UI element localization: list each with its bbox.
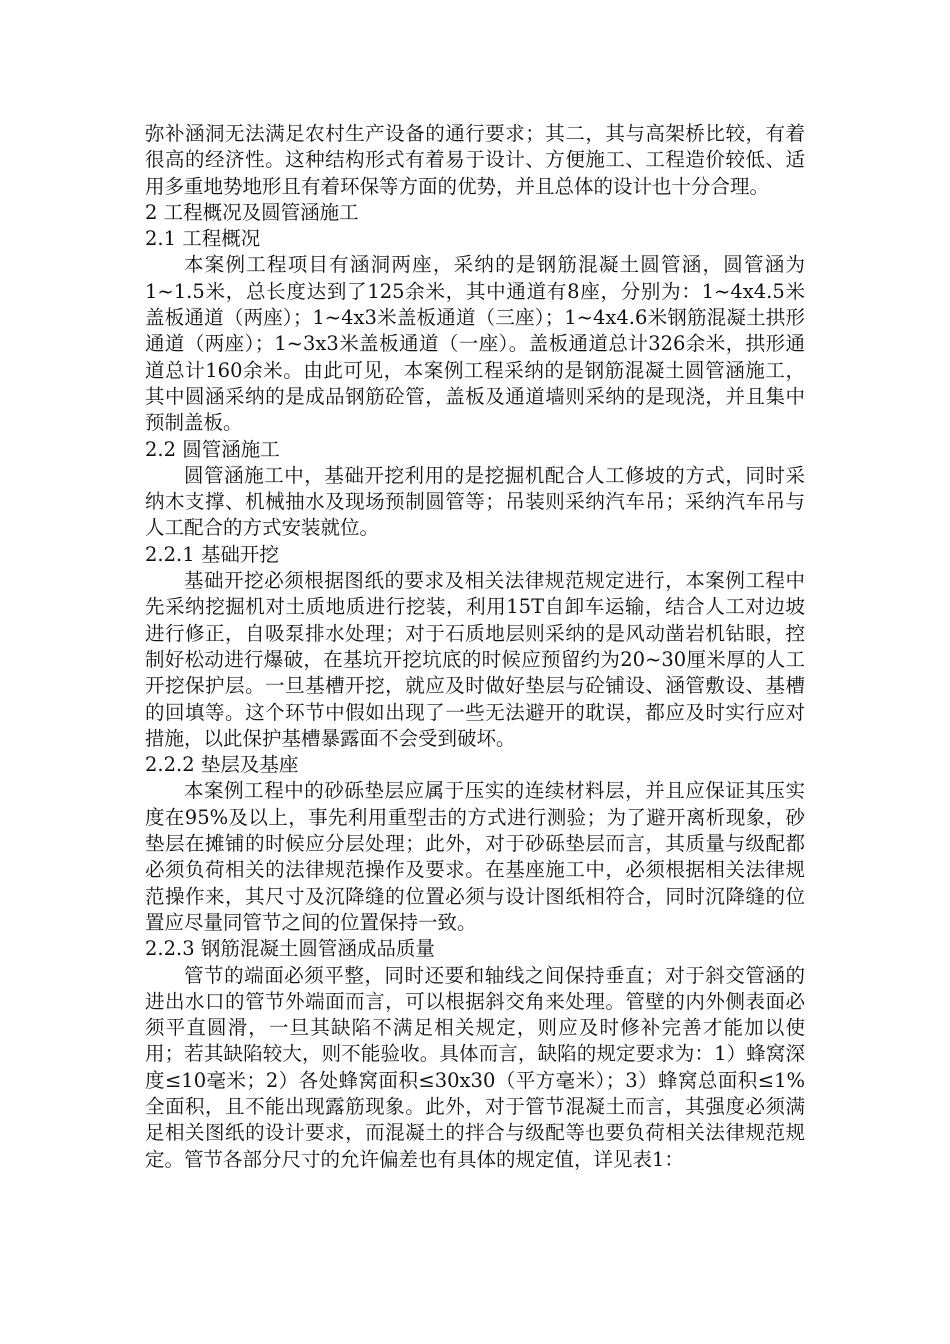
document-page <box>145 121 805 1173</box>
section-heading-2-2-3: 2.2.3 钢筋混凝土圆管涵成品质量 <box>145 937 435 961</box>
section-heading-2-2-2: 2.2.2 垫层及基座 <box>145 753 299 777</box>
section-heading-2-1: 2.1 工程概况 <box>145 227 261 251</box>
paragraph-foundation-excavation: 基础开挖必须根据图纸的要求及相关法律规范规定进行，本案例工程中先采纳挖掘机对土质地质进行挖装，利用15T自卸车运输，结合人工对边坡进行修正，自吸泵排水处理；对于石质地层则采纳的是风动凿岩机钻眼，控制好松动进行爆破，在基坑开挖坑底的时候应预留约为20~30厘米厚的人工开挖保护层。一旦基槽开挖，就应及时做好垫层与砼铺设、涵管敷设、基槽的回填等。这个环节中假如出现了一些无法避开的耽误，都应及时实行应对措施，以此保护基槽暴露面不会受到破坏。 <box>145 569 805 750</box>
paragraph-continued: 弥补涵洞无法满足农村生产设备的通行要求；其二，其与高架桥比较，有着很高的经济性。这种结构形式有着易于设计、方便施工、工程造价较低、适用多重地势地形且有着环保等方面的优势，并且总体的设计也十分合理。 <box>145 122 805 198</box>
section-heading-2-2-1: 2.2.1 基础开挖 <box>145 542 279 566</box>
paragraph-cushion-and-base: 本案例工程中的砂砾垫层应属于压实的连续材料层，并且应保证其压实度在95%及以上，事先利用重型击的方式进行测验；为了避开离析现象，砂垫层在摊铺的时候应分层处理；此外，对于砂砾垫层而言，其质量与级配都必须负荷相关的法律规范操作及要求。在基座施工中，必须根据相关法律规范操作来，其尺寸及沉降缝的位置必须与设计图纸相符合，同时沉降缝的位置应尽量同管节之间的位置保持一致。 <box>145 779 805 934</box>
paragraph-culvert-construction: 圆管涵施工中，基础开挖利用的是挖掘机配合人工修坡的方式，同时采纳木支撑、机械抽水及现场预制圆管等；吊装则采纳汽车吊；采纳汽车吊与人工配合的方式安装就位。 <box>145 463 805 540</box>
section-heading-2: 2 工程概况及圆管涵施工 <box>145 200 359 224</box>
paragraph-pipe-quality: 管节的端面必须平整，同时还要和轴线之间保持垂直；对于斜交管涵的进出水口的管节外端面而言，可以根据斜交角来处理。管壁的内外侧表面必须平直圆滑，一旦其缺陷不满足相关规定，则应及时修补完善才能加以使用；若其缺陷较大，则不能验收。具体而言，缺陷的规定要求为：1）蜂窝深度≤10毫米；2）各处蜂窝面积≤30x30（平方毫米）；3）蜂窝总面积≤1%全面积，且不能出现露筋现象。此外，对于管节混凝土而言，其强度必须满足相关图纸的设计要求，而混凝土的拌合与级配等也要负荷相关法律规范规定。管节各部分尺寸的允许偏差也有具体的规定值，详见表1： <box>145 963 805 1171</box>
section-heading-2-2: 2.2 圆管涵施工 <box>145 437 280 461</box>
paragraph-project-overview: 本案例工程项目有涵洞两座，采纳的是钢筋混凝土圆管涵，圆管涵为1~1.5米，总长度达到了125余米，其中通道有8座，分别为：1~4x4.5米盖板通道（两座）；1~4x3米盖板通道（三座）；1~4x4.6米钢筋混凝土拱形通道（两座）；1~3x3米盖板通道（一座）。盖板通道总计326余米，拱形通道总计160余米。由此可见，本案例工程采纳的是钢筋混凝土圆管涵施工，其中圆涵采纳的是成品钢筋砼管，盖板及通道墙则采纳的是现浇，并且集中预制盖板。 <box>145 253 805 435</box>
